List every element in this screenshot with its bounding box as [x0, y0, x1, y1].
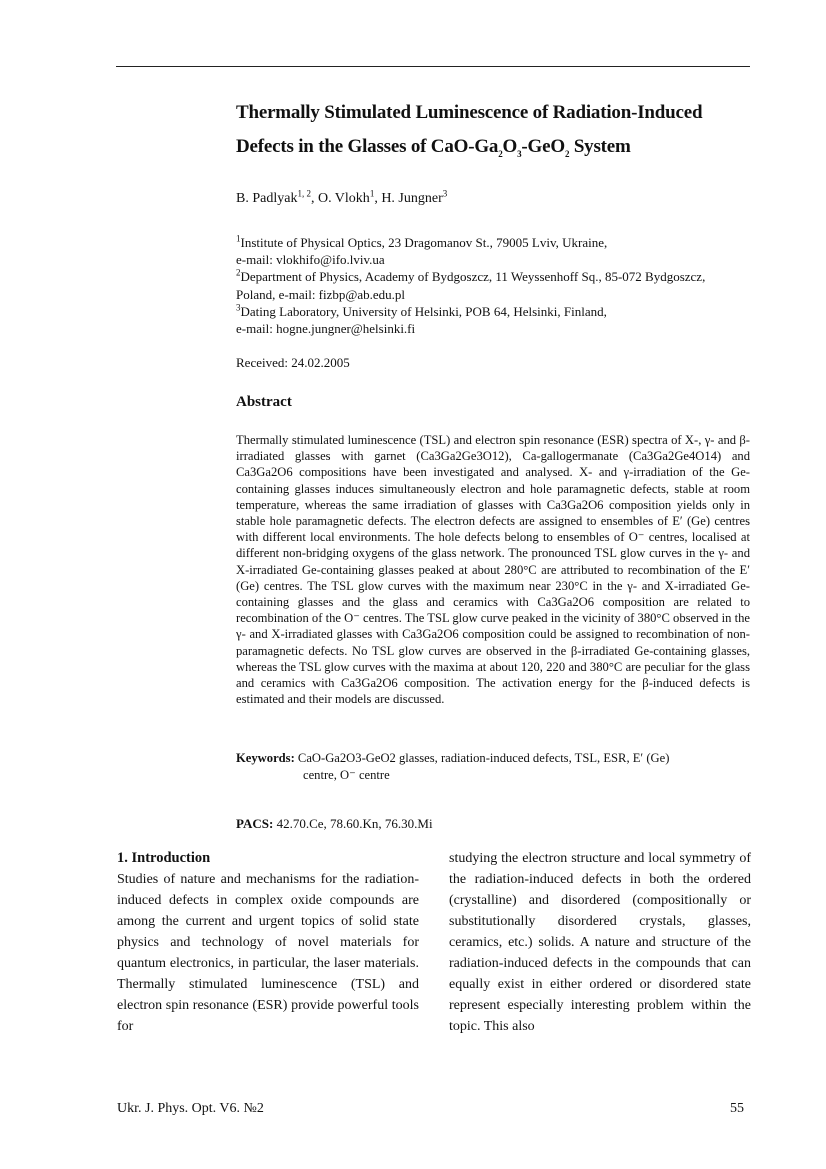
section-heading: 1. Introduction: [117, 850, 211, 866]
author-list: [236, 188, 448, 207]
affiliation-3: $^3$Dating Laboratory, University of Helsinki, POB 64, Helsinki, Finland, e-mail: hogne.jungner@helsinki.fi: [236, 302, 607, 337]
body-column-right: [449, 848, 751, 1037]
author-affil-ref: 1, 2: [297, 188, 311, 199]
title-line-1: Thermally Stimulated Luminescence of Radiation-Induced: [236, 102, 703, 123]
received-date: Received: 24.02.2005: [236, 355, 350, 370]
body-paragraph: Studies of nature and mechanisms for the radiation-induced defects in complex oxide compounds are among the current and urgent topics of solid state physics and technology of novel materials for quantum electronics, in particular, the laser materials. Thermally stimulated luminescence (TSL) and electron spin resonance (ESR) provide powerful tools for: [117, 872, 419, 1034]
affiliation-email: e-mail: vlokhifo@ifo.lviv.ua: [236, 252, 385, 268]
affiliation-email: e-mail: hogne.jungner@helsinki.fi: [236, 321, 416, 337]
paper-title: [236, 96, 756, 164]
author-affil-ref: 3: [442, 188, 448, 199]
author-name: , O. Vlokh: [310, 191, 370, 206]
affiliations: [236, 234, 756, 337]
keywords: [236, 750, 750, 783]
keywords-line-1: CaO-Ga2O3-GeO2 glasses, radiation-induced defects, TSL, ESR, E′ (Ge): [294, 751, 670, 765]
pacs: [236, 816, 433, 832]
abstract-body: Thermally stimulated luminescence (TSL) and electron spin resonance (ESR) spectra of X-, γ- and β-irradiated glasses with garnet (Ca3Ga2Ge3O12), Ca-gallogermanate (Ca3Ga2Ge4O14) and Ca3Ga2O6 compositions have been investigated and analysed. X- and γ-irradiation of the Ge-containing glasses induces simultaneously electron and hole paramagnetic defects, stable at room temperature, whereas the same irradiation of glasses with Ca3Ga2O6 composition yields only in stable hole paramagnetic defects. The electron defects are assigned to ensembles of E′ (Ge) centres with different local environments. The hole defects belong to ensembles of O⁻ centres, localised at different non-bridging oxygens of the glass network. The pronounced TSL glow curves in the γ- and X-irradiated Ge-containing glasses peaked at about 280°C are attributed to recombination of the E′ (Ge) centres. The TSL glow curves with the maximum near 230°C in the γ- and X-irradiated Ge-containing glasses and the glass and ceramics with Ca3Ga2O6 composition are related to recombination of the O⁻ centres. The TSL glow curve peaked in the vicinity of 380°C observed in the γ- and X-irradiated glasses with Ca3Ga2O6 composition could be assigned to recombination of non-paramagnetic defects. No TSL glow curves are observed in the β-irradiated Ge-containing glasses, whereas the TSL glow curves with the maxima at about 120, 220 and 380°C are peculiar for the glass and ceramics with Ca3Ga2O6 composition. The activation energy for the β-induced defects is estimated and their models are discussed.: [236, 433, 750, 707]
body-paragraph: studying the electron structure and local symmetry of the radiation-induced defects in both the ordered (crystalline) and disordered (compositionally or substitutionally disordered crystals, glasses, ceramics, etc.) solids. A nature and structure of the radiation-induced defects in the compounds that can equally exist in either ordered or disordered state represent especially interesting problem within the topic. This also: [449, 851, 751, 1034]
pacs-codes: 42.70.Ce, 78.60.Kn, 76.30.Mi: [273, 816, 433, 831]
footer-journal: Ukr. J. Phys. Opt. V6. №2: [117, 1101, 264, 1116]
author-affil-ref: 1: [369, 188, 375, 199]
affiliation-1: $^1$Institute of Physical Optics, 23 Dragomanov St., 79005 Lviv, Ukraine, e-mail: vlokhifo@ifo.lviv.ua: [236, 233, 608, 268]
abstract-heading: Abstract: [236, 394, 292, 410]
keywords-line-2: centre, O⁻ centre: [303, 767, 390, 782]
pacs-label: PACS:: [236, 816, 274, 831]
body-column-left: [117, 848, 419, 1037]
author-name: B. Padlyak: [236, 191, 298, 206]
author-name: , H. Jungner: [374, 191, 443, 206]
affiliation-2: $^2$Department of Physics, Academy of Bydgoszcz, 11 Weyssenhoff Sq., 85-072 Bydgoszcz, Poland, e-mail: fizbp@ab.edu.pl: [236, 268, 706, 302]
affiliation-email: Poland, e-mail: fizbp@ab.edu.pl: [236, 286, 406, 302]
title-line-2: Defects in the Glasses of CaO-$Ga_2O_3-GeO_2$ System: [236, 136, 631, 159]
page-number: 55: [730, 1101, 744, 1116]
keywords-label: Keywords:: [236, 751, 295, 765]
header-rule: [116, 66, 750, 67]
